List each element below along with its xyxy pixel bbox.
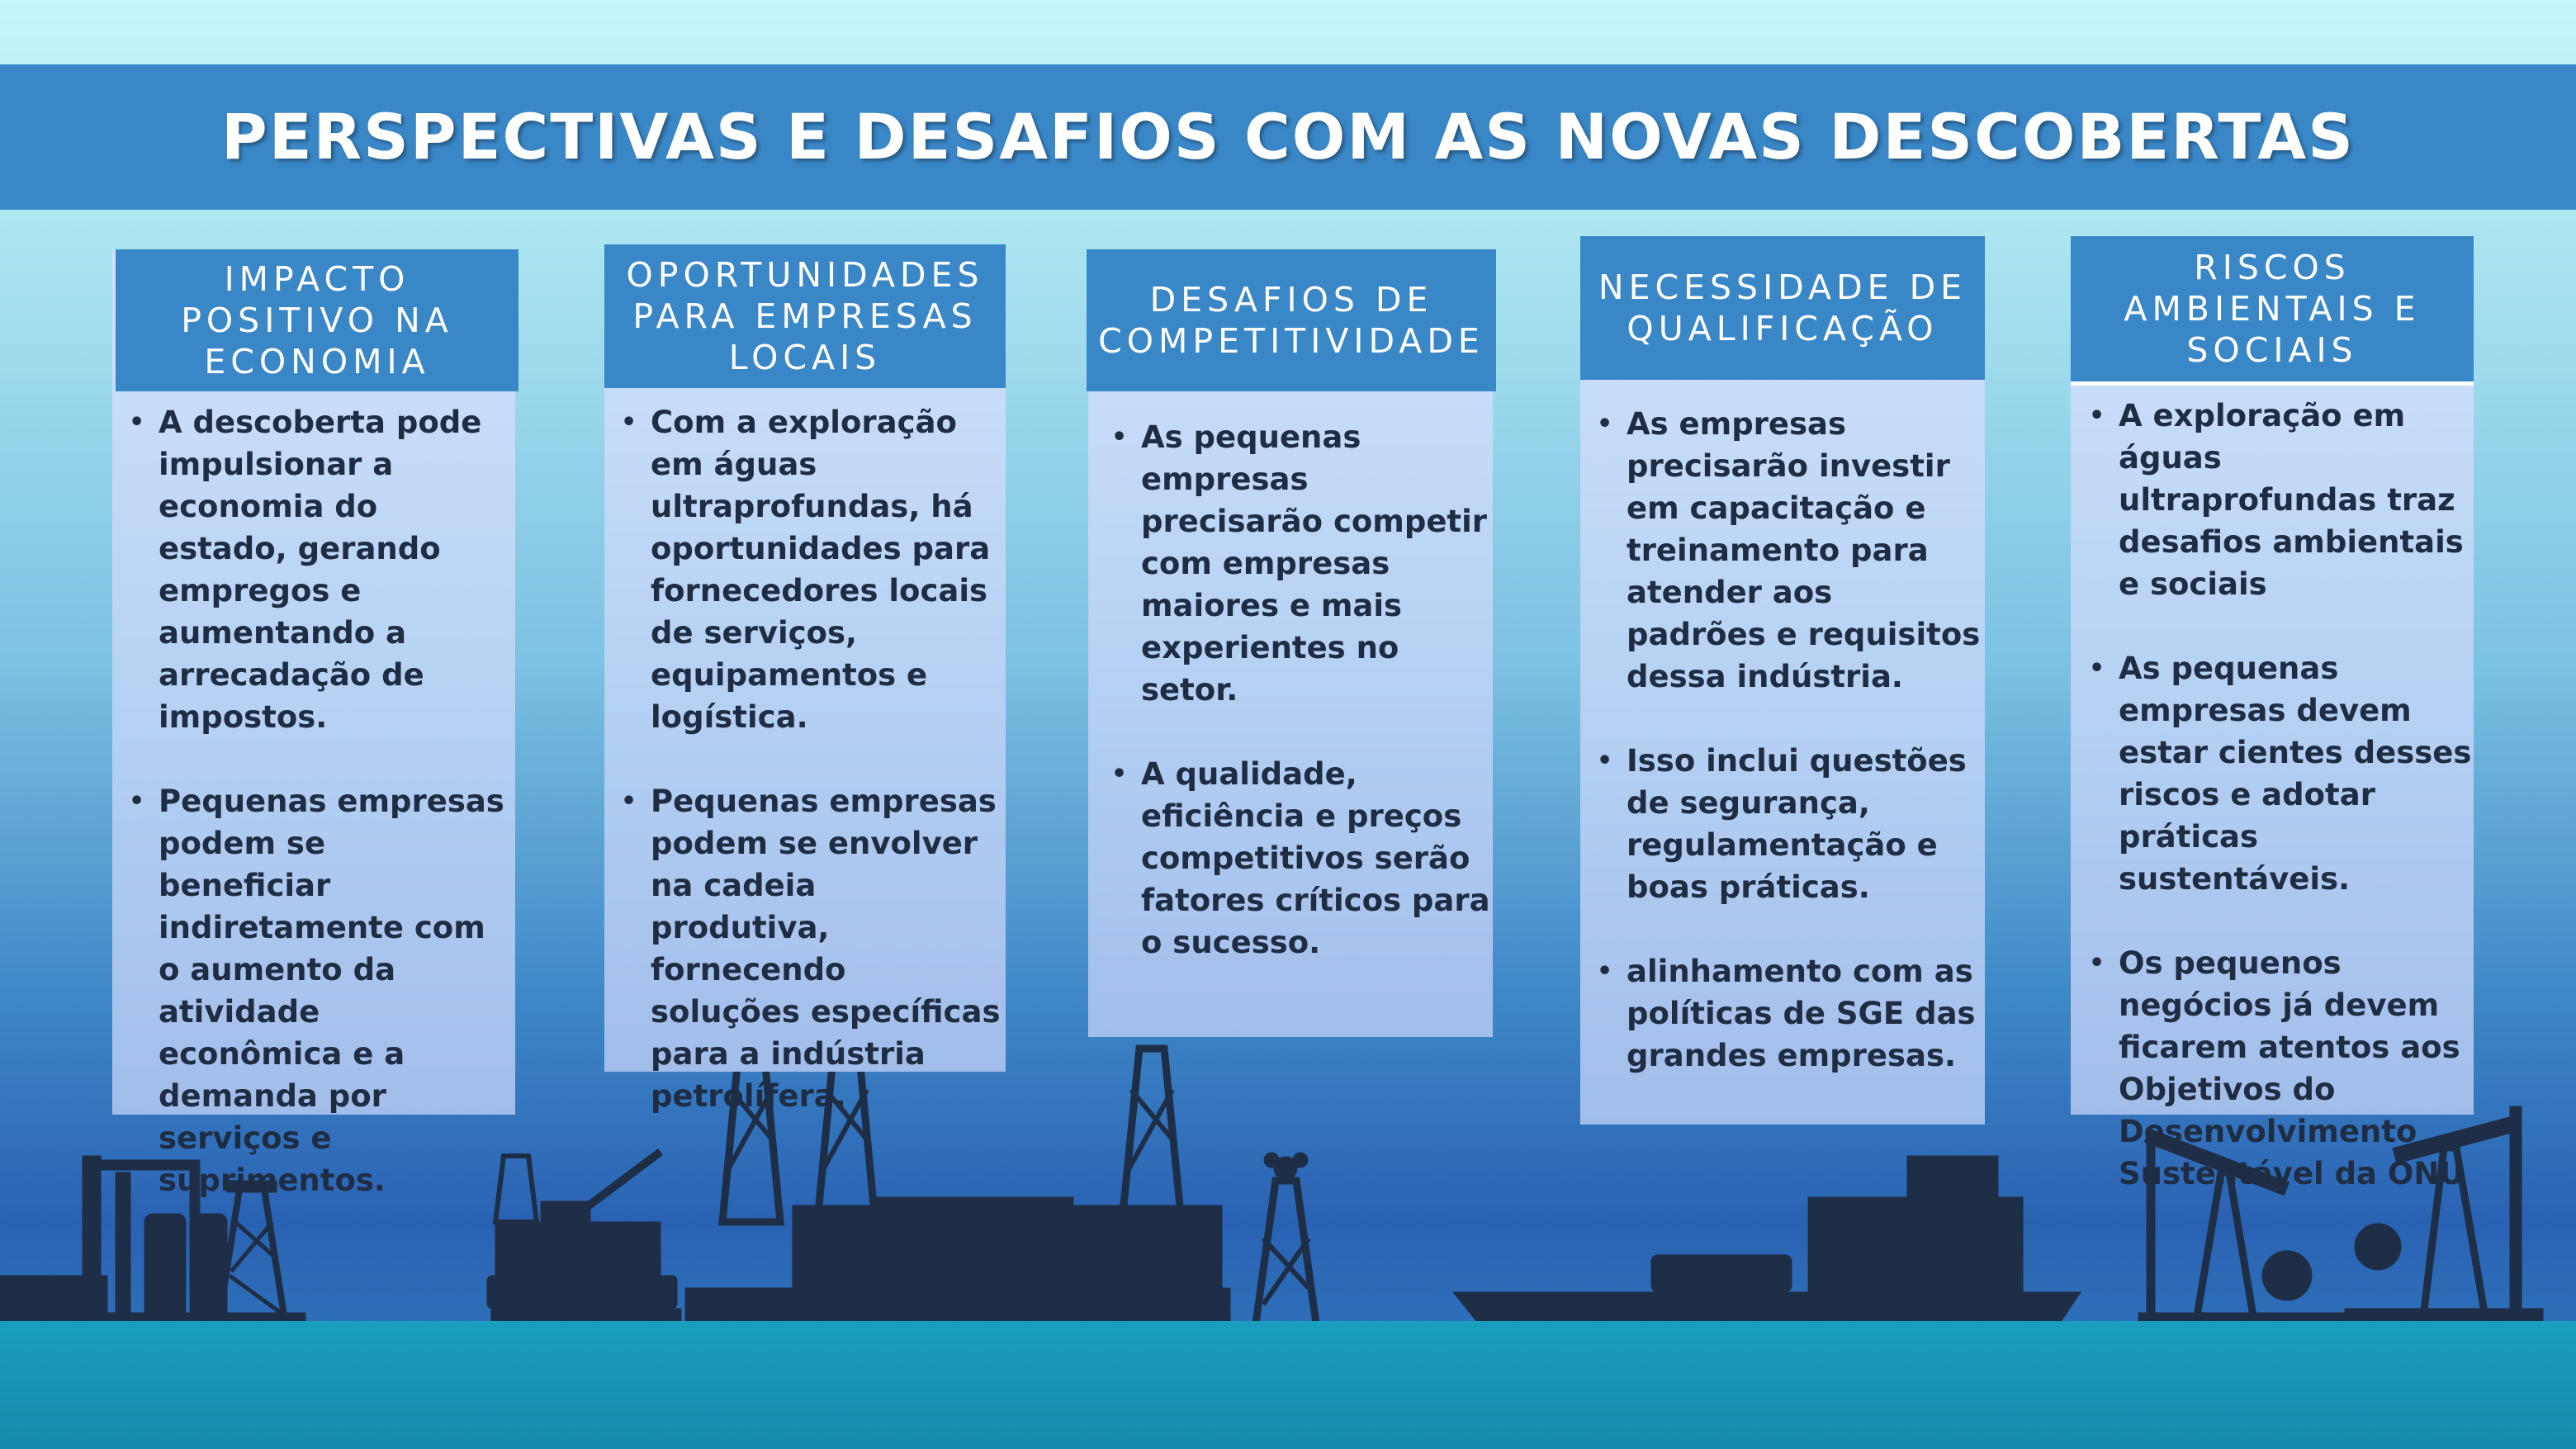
bullet-item: • As empresas precisarão investir em capacitação e treinamento para atender aos padrões e requisitos dessa indústria. [1597, 403, 1982, 698]
bullet-item: • As pequenas empresas devem estar cientes desses riscos e adotar práticas sustentáveis. [2089, 647, 2474, 900]
bullet-item: • alinhamento com as políticas de SGE das grandes empresas. [1597, 950, 1982, 1077]
heading-line: POSITIVO NA [181, 301, 453, 340]
heading-line: QUALIFICAÇÃO [1627, 309, 1939, 348]
heading-line: AMBIENTAIS E [2124, 289, 2421, 329]
heading-line: DESAFIOS DE [1149, 280, 1433, 320]
card-heading [1580, 236, 1985, 380]
card-heading [116, 249, 519, 391]
bullet-item: • Os pequenos negócios já devem ficarem atentos aos Objetivos do Desenvolvimento Sustentável da ONU [2089, 942, 2474, 1195]
heading-line: ECONOMIA [204, 342, 430, 381]
bullet-item: • Pequenas empresas podem se beneficiar indiretamente com o aumento da atividade econômica e a demanda por serviços e suprimentos. [129, 780, 504, 1201]
heading-line: IMPACTO [224, 259, 410, 299]
heading-line: LOCAIS [728, 338, 882, 377]
sea [0, 1321, 2576, 1449]
bullet-item: • Pequenas empresas podem se envolver na cadeia produtiva, fornecendo soluções específicas para a indústria petrolífera. [621, 780, 1002, 1117]
heading-line: NECESSIDADE DE [1598, 268, 1968, 307]
bullet-item: • As pequenas empresas precisarão competir com empresas maiores e mais experientes no setor. [1111, 416, 1493, 711]
offshore-platform-icon [487, 1152, 681, 1333]
heading-line: SOCIAIS [2186, 330, 2358, 370]
card-body [129, 401, 504, 1243]
heading-line: PARA EMPRESAS [632, 296, 978, 336]
card-heading [604, 244, 1006, 388]
page-title: PERSPECTIVAS E DESAFIOS COM AS NOVAS DESCOBERTAS [221, 100, 2355, 173]
card-heading [1087, 249, 1496, 391]
heading-line: RISCOS [2194, 248, 2351, 287]
heading-line: COMPETITIVIDADE [1098, 321, 1485, 361]
bullet-item: • A exploração em águas ultraprofundas traz desafios ambientais e sociais [2089, 395, 2474, 605]
card-body [1111, 416, 1493, 1006]
card-heading [2071, 236, 2474, 386]
card-body [2089, 395, 2474, 1237]
card-body [1597, 403, 1982, 1119]
bullet-item: • A descoberta pode impulsionar a economia do estado, gerando empregos e aumentando a arrecadação de impostos. [129, 401, 504, 738]
bullet-item: • Com a exploração em águas ultraprofundas, há oportunidades para fornecedores locais de serviços, equipamentos e logística. [621, 401, 1002, 738]
heading-line: OPORTUNIDADES [626, 255, 984, 295]
bullet-item: • A qualidade, eficiência e preços competitivos serão fatores críticos para o sucesso. [1111, 753, 1493, 964]
gusher-derrick-icon [1255, 1153, 1317, 1329]
bullet-item: • Isso inclui questões de segurança, regulamentação e boas práticas. [1597, 740, 1982, 908]
card-body [621, 401, 1002, 1159]
